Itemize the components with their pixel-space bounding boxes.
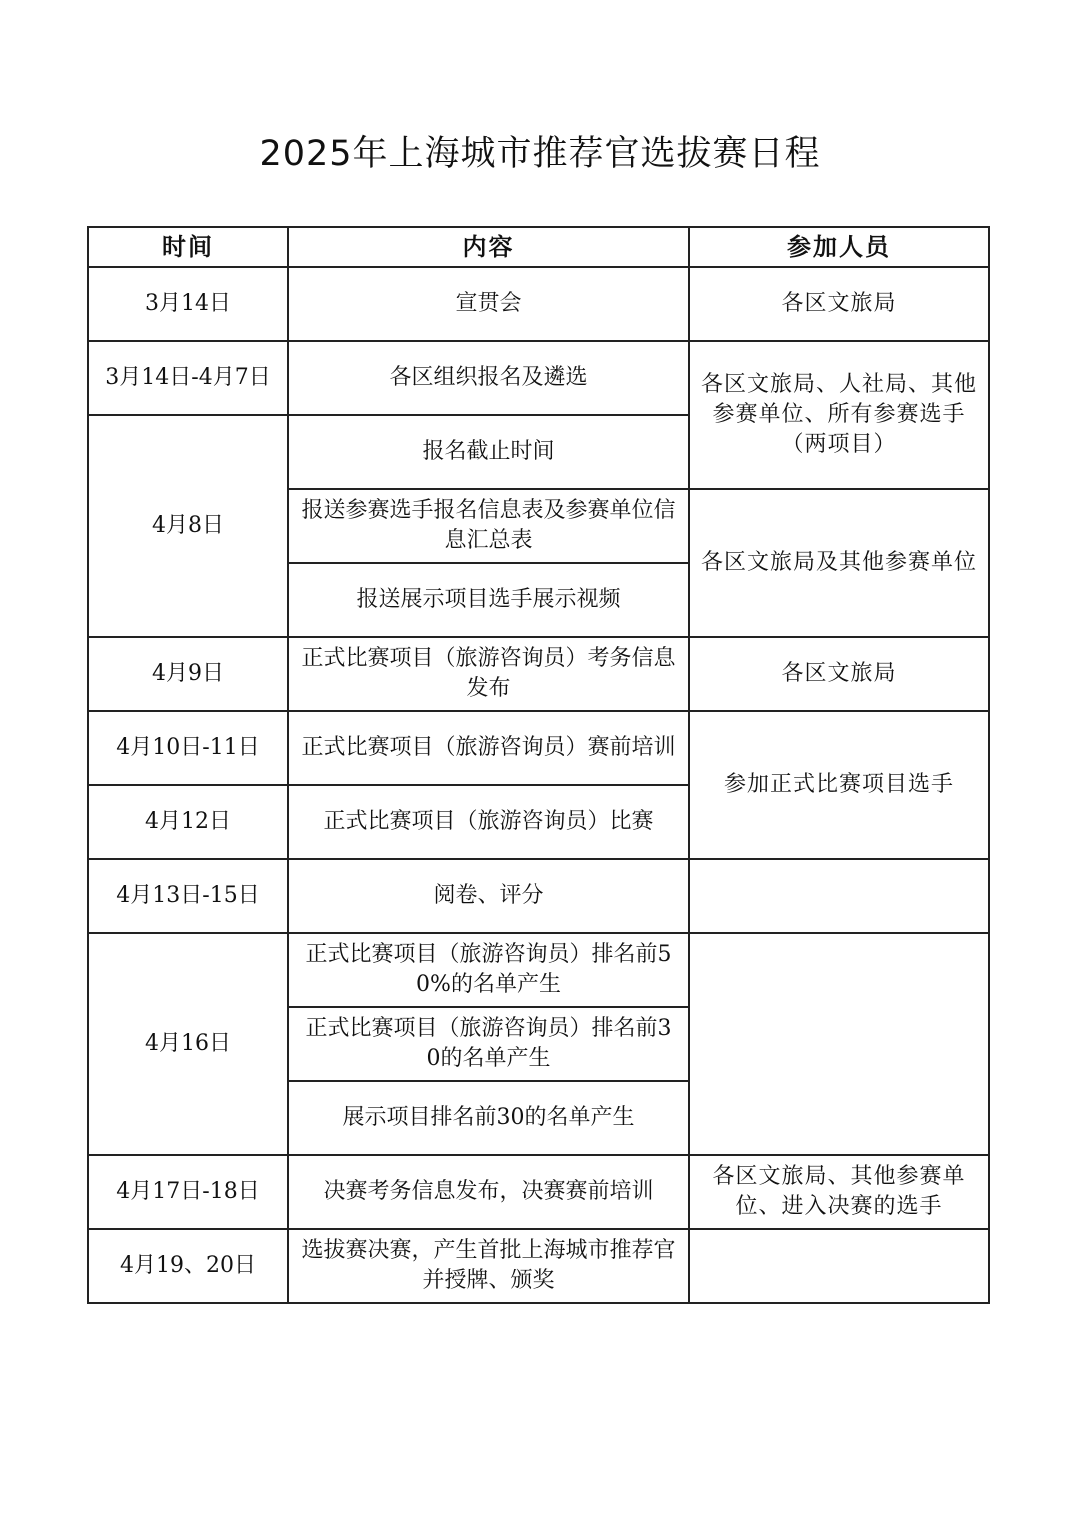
page-title: 2025年上海城市推荐官选拔赛日程 <box>259 134 821 174</box>
table-row <box>88 637 989 711</box>
schedule-table <box>87 226 990 1304</box>
time-cell: 4月10日-11日 <box>88 711 288 785</box>
content-cell: 报送展示项目选手展示视频 <box>288 563 689 637</box>
content-cell: 报名截止时间 <box>288 415 689 489</box>
participants-cell: 各区文旅局、人社局、其他参赛单位、所有参赛选手（两项目） <box>689 341 989 489</box>
table-row <box>88 1155 989 1229</box>
time-cell: 4月12日 <box>88 785 288 859</box>
header-time: 时间 <box>88 227 288 267</box>
header-participants: 参加人员 <box>689 227 989 267</box>
header-content: 内容 <box>288 227 689 267</box>
content-cell: 决赛考务信息发布，决赛赛前培训 <box>288 1155 689 1229</box>
table-row <box>88 711 989 785</box>
table-header-row <box>88 227 989 267</box>
time-cell: 3月14日-4月7日 <box>88 341 288 415</box>
table-row <box>88 267 989 341</box>
participants-cell: 各区文旅局 <box>689 637 989 711</box>
participants-cell <box>689 1229 989 1303</box>
participants-cell <box>689 933 989 1155</box>
time-cell: 4月13日-15日 <box>88 859 288 933</box>
table-row <box>88 859 989 933</box>
content-cell: 正式比赛项目（旅游咨询员）比赛 <box>288 785 689 859</box>
content-cell: 正式比赛项目（旅游咨询员）排名前30的名单产生 <box>288 1007 689 1081</box>
time-cell: 4月17日-18日 <box>88 1155 288 1229</box>
content-cell: 各区组织报名及遴选 <box>288 341 689 415</box>
content-cell: 报送参赛选手报名信息表及参赛单位信息汇总表 <box>288 489 689 563</box>
time-cell: 4月8日 <box>88 415 288 637</box>
participants-cell: 各区文旅局、其他参赛单位、进入决赛的选手 <box>689 1155 989 1229</box>
participants-cell: 参加正式比赛项目选手 <box>689 711 989 859</box>
participants-cell: 各区文旅局及其他参赛单位 <box>689 489 989 637</box>
content-cell: 选拔赛决赛，产生首批上海城市推荐官并授牌、颁奖 <box>288 1229 689 1303</box>
content-cell: 阅卷、评分 <box>288 859 689 933</box>
content-cell: 正式比赛项目（旅游咨询员）考务信息发布 <box>288 637 689 711</box>
time-cell: 4月9日 <box>88 637 288 711</box>
content-cell: 宣贯会 <box>288 267 689 341</box>
table-row <box>88 1229 989 1303</box>
table-row <box>88 341 989 415</box>
participants-cell: 各区文旅局 <box>689 267 989 341</box>
content-cell: 正式比赛项目（旅游咨询员）排名前50%的名单产生 <box>288 933 689 1007</box>
participants-cell <box>689 859 989 933</box>
time-cell: 3月14日 <box>88 267 288 341</box>
time-cell: 4月16日 <box>88 933 288 1155</box>
content-cell: 正式比赛项目（旅游咨询员）赛前培训 <box>288 711 689 785</box>
content-cell: 展示项目排名前30的名单产生 <box>288 1081 689 1155</box>
time-cell: 4月19、20日 <box>88 1229 288 1303</box>
table-row <box>88 933 989 1007</box>
